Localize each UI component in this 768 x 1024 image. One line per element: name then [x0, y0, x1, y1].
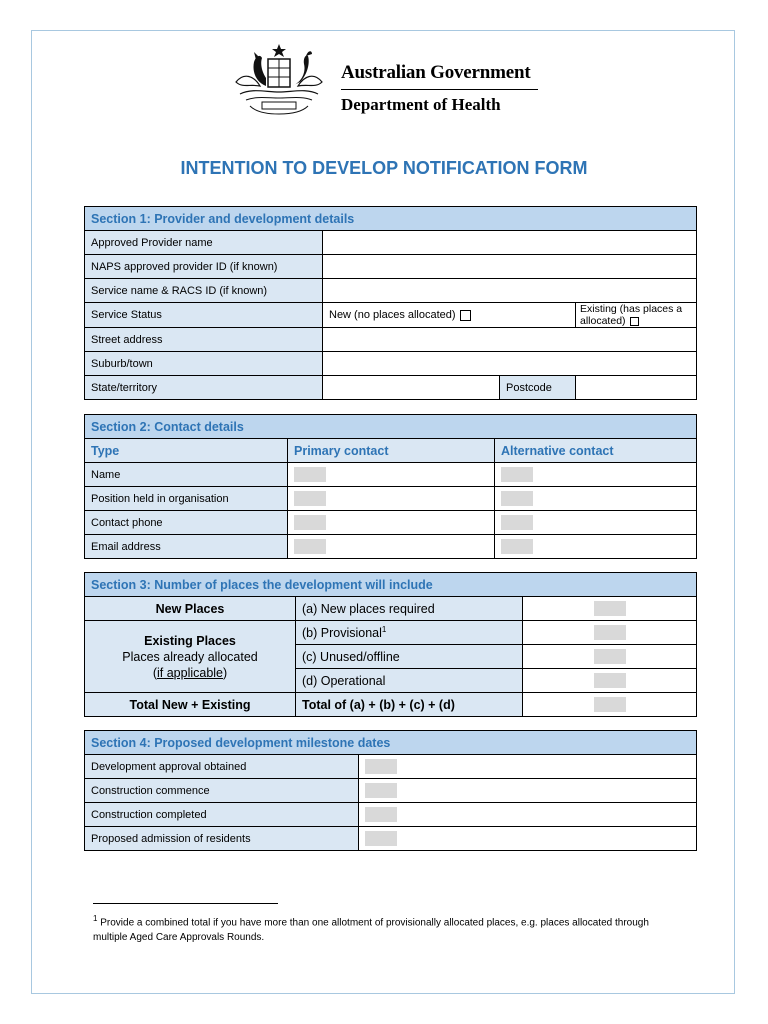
input-placeholder	[594, 601, 626, 616]
existing-places-cell	[85, 621, 296, 693]
status-existing-checkbox[interactable]	[630, 317, 639, 326]
primary-email-field[interactable]	[288, 535, 495, 559]
input-placeholder	[501, 539, 533, 554]
paren-close: )	[223, 665, 228, 680]
contact-row-label: Email address	[85, 535, 288, 559]
naps-id-field[interactable]	[323, 255, 697, 279]
approved-provider-field[interactable]	[323, 231, 697, 255]
input-placeholder	[365, 807, 397, 822]
row-b-field[interactable]	[523, 621, 697, 645]
section2-heading: Section 2: Contact details	[85, 415, 697, 439]
completed-date-field[interactable]	[359, 803, 697, 827]
if-applicable-label: if applicable	[156, 665, 223, 680]
footnote-marker: 1	[93, 914, 98, 923]
approval-date-field[interactable]	[359, 755, 697, 779]
footnote-text: Provide a combined total if you have more than one allotment of provisionally allocated places, e.g. places allocated through multiple Aged Care Approvals Rounds.	[93, 917, 649, 944]
section1-table	[84, 206, 697, 400]
row-b-footnote-ref: 1	[381, 624, 387, 634]
section1-heading: Section 1: Provider and development details	[85, 207, 697, 231]
milestone-label: Development approval obtained	[85, 755, 359, 779]
status-new-option	[323, 303, 576, 328]
alternative-name-field[interactable]	[495, 463, 697, 487]
primary-contact-header: Primary contact	[288, 439, 495, 463]
input-placeholder	[594, 697, 626, 712]
state-label: State/territory	[85, 376, 323, 400]
street-label: Street address	[85, 328, 323, 352]
status-existing-option	[576, 303, 697, 328]
status-new-checkbox[interactable]	[460, 310, 471, 321]
section4-table	[84, 730, 697, 851]
type-column-header: Type	[85, 439, 288, 463]
alternative-position-field[interactable]	[495, 487, 697, 511]
contact-row-label: Position held in organisation	[85, 487, 288, 511]
service-name-label: Service name & RACS ID (if known)	[85, 279, 323, 303]
approved-provider-label: Approved Provider name	[85, 231, 323, 255]
footnote-divider	[93, 903, 278, 904]
alternative-email-field[interactable]	[495, 535, 697, 559]
row-a-field[interactable]	[523, 597, 697, 621]
postcode-field[interactable]	[576, 376, 697, 400]
if-applicable-note	[91, 665, 289, 681]
street-field[interactable]	[323, 328, 697, 352]
row-a-label: (a) New places required	[296, 597, 523, 621]
milestone-label: Construction commence	[85, 779, 359, 803]
row-total-field[interactable]	[523, 693, 697, 717]
state-field[interactable]	[323, 376, 500, 400]
input-placeholder	[294, 491, 326, 506]
coat-of-arms-icon	[226, 42, 332, 118]
suburb-label: Suburb/town	[85, 352, 323, 376]
service-name-field[interactable]	[323, 279, 697, 303]
contact-row-label: Contact phone	[85, 511, 288, 535]
naps-id-label: NAPS approved provider ID (if known)	[85, 255, 323, 279]
input-placeholder	[294, 515, 326, 530]
input-placeholder	[501, 467, 533, 482]
input-placeholder	[501, 491, 533, 506]
header-divider	[341, 89, 538, 90]
form-title: INTENTION TO DEVELOP NOTIFICATION FORM	[180, 158, 588, 178]
input-placeholder	[594, 673, 626, 688]
input-placeholder	[365, 831, 397, 846]
department-name: Department of Health	[341, 95, 501, 114]
section2-table	[84, 414, 697, 559]
input-placeholder	[501, 515, 533, 530]
section3-heading: Section 3: Number of places the development will include	[85, 573, 697, 597]
primary-position-field[interactable]	[288, 487, 495, 511]
row-b-label	[296, 621, 523, 645]
input-placeholder	[594, 649, 626, 664]
paren-open: (	[152, 665, 157, 680]
admission-date-field[interactable]	[359, 827, 697, 851]
status-existing-label: Existing (has places a allocated)	[580, 303, 683, 327]
existing-places-label: Existing Places	[144, 633, 236, 648]
status-new-label: New (no places allocated)	[329, 309, 456, 321]
service-status-label: Service Status	[85, 303, 323, 328]
government-name: Australian Government	[341, 62, 531, 83]
total-label: Total New + Existing	[85, 693, 296, 717]
new-places-label: New Places	[85, 597, 296, 621]
contact-row-label: Name	[85, 463, 288, 487]
alternative-phone-field[interactable]	[495, 511, 697, 535]
milestone-label: Construction completed	[85, 803, 359, 827]
suburb-field[interactable]	[323, 352, 697, 376]
row-c-field[interactable]	[523, 645, 697, 669]
row-d-field[interactable]	[523, 669, 697, 693]
commence-date-field[interactable]	[359, 779, 697, 803]
row-total-label: Total of (a) + (b) + (c) + (d)	[296, 693, 523, 717]
input-placeholder	[594, 625, 626, 640]
input-placeholder	[365, 783, 397, 798]
row-c-label: (c) Unused/offline	[296, 645, 523, 669]
postcode-label: Postcode	[500, 376, 576, 400]
primary-name-field[interactable]	[288, 463, 495, 487]
row-b-text: (b) Provisional	[302, 626, 382, 641]
places-already-label: Places already allocated	[122, 649, 258, 664]
input-placeholder	[365, 759, 397, 774]
section4-heading: Section 4: Proposed development milestone dates	[85, 731, 697, 755]
section3-table	[84, 572, 697, 717]
input-placeholder	[294, 539, 326, 554]
milestone-label: Proposed admission of residents	[85, 827, 359, 851]
row-d-label: (d) Operational	[296, 669, 523, 693]
input-placeholder	[294, 467, 326, 482]
primary-phone-field[interactable]	[288, 511, 495, 535]
alternative-contact-header: Alternative contact	[495, 439, 697, 463]
footnote	[93, 911, 673, 945]
